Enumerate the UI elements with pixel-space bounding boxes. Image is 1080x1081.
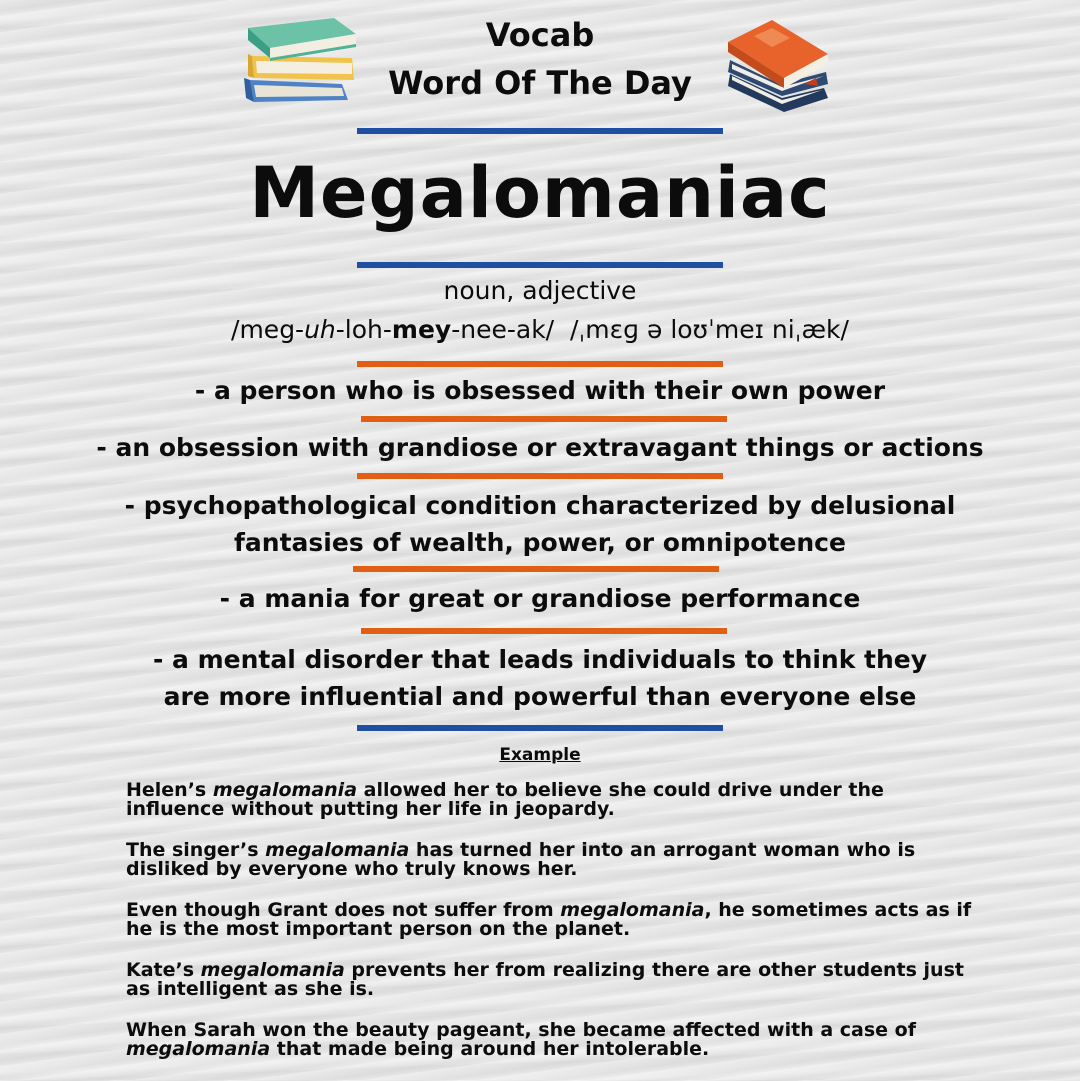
divider-orange-2 (361, 416, 727, 422)
example-heading: Example (499, 745, 581, 765)
example-text: Even though Grant does not suffer from (126, 899, 561, 921)
pronunciation-seg-3: -loh- (335, 315, 392, 344)
examples-list (126, 781, 986, 1081)
example-text: When Sarah won the beauty pageant, she became affected with a case of (126, 1019, 916, 1041)
definition-2: - an obsession with grandiose or extravagant things or actions (96, 433, 984, 462)
pronunciation-stress: mey (391, 315, 452, 344)
example-sentence-5 (126, 1021, 986, 1059)
divider-orange-5 (361, 628, 727, 634)
vocab-word: Megalomaniac (249, 152, 831, 234)
example-text: Helen’s (126, 779, 213, 801)
example-text: , he sometimes acts as if he is the most important person on the planet. (126, 899, 972, 940)
example-sentence-3 (126, 901, 986, 939)
part-of-speech: noun, adjective (443, 276, 637, 305)
definition-1: - a person who is obsessed with their own power (194, 376, 886, 405)
pronunciation-seg-1: /meg- (231, 315, 305, 344)
definition-5: - a mental disorder that leads individuals to think they are more influential and powerful than everyone else (152, 645, 928, 711)
example-keyword: megalomania (212, 779, 358, 801)
example-text: allowed her to believe she could drive under the influence without putting her life in jeopardy. (126, 779, 884, 820)
pronunciation-seg-2: uh (304, 315, 336, 344)
pronunciation-ipa: /ˌmɛɡ ə loʊˈmeɪ niˌæk/ (570, 315, 849, 344)
divider-blue-bottom (357, 725, 723, 731)
pronunciation-seg-5: -nee-ak/ (451, 315, 555, 344)
example-text: has turned her into an arrogant woman who is disliked by everyone who truly knows her. (126, 839, 916, 880)
example-text: Kate’s (126, 959, 201, 981)
header-title-word-of-the-day: Word Of The Day (388, 64, 692, 102)
example-keyword: megalomania (200, 959, 345, 981)
pronunciation (0, 315, 1080, 344)
divider-orange-1 (357, 361, 723, 367)
divider-orange-3 (357, 473, 723, 479)
example-text: that made being around her intolerable. (270, 1038, 710, 1060)
example-sentence-1 (126, 781, 986, 819)
example-sentence-2 (126, 841, 986, 879)
divider-blue-under-word (357, 262, 723, 268)
divider-orange-4 (353, 566, 719, 572)
example-keyword: megalomania (265, 839, 410, 861)
example-text: prevents her from realizing there are other students just as intelligent as she is. (126, 959, 964, 1000)
divider-blue-top (357, 128, 723, 134)
example-sentence-4 (126, 961, 986, 999)
example-keyword: megalomania (560, 899, 705, 921)
example-keyword: megalomania (126, 1038, 271, 1060)
definition-4: - a mania for great or grandiose performance (219, 584, 861, 613)
example-text: The singer’s (126, 839, 266, 861)
definition-3: - psychopathological condition characterized by delusional fantasies of wealth, power, or omnipotence (124, 491, 956, 557)
header-title-vocab: Vocab (485, 16, 595, 54)
